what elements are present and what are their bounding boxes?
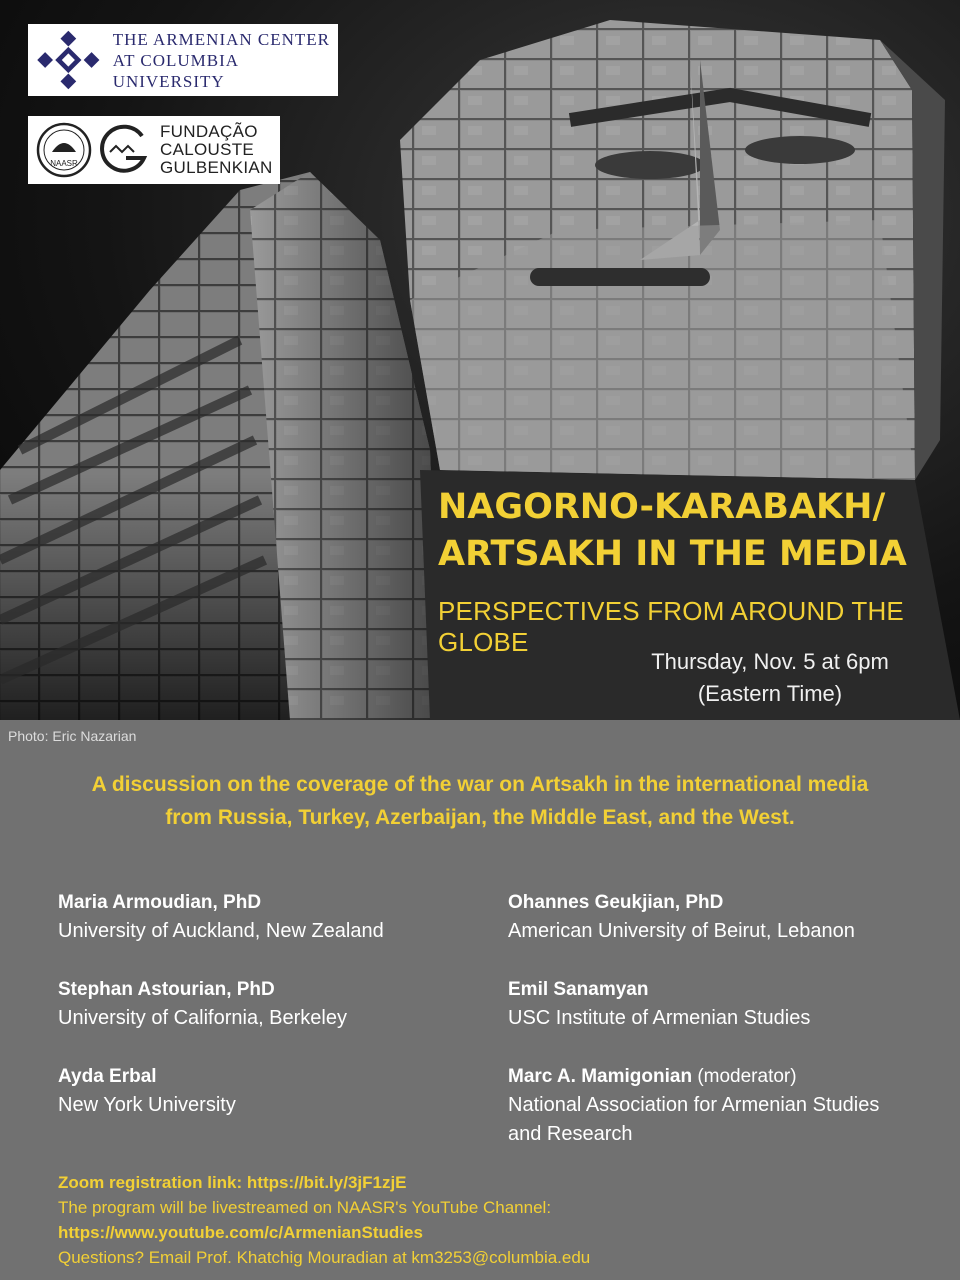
speaker-affiliation: USC Institute of Armenian Studies [508, 1007, 811, 1029]
speaker-name: Emil Sanamyan [508, 979, 649, 1000]
event-date [600, 646, 940, 710]
event-subtitle: PERSPECTIVES FROM AROUND THE GLOBE [438, 596, 904, 657]
speaker-affiliation: University of California, Berkeley [58, 1007, 347, 1029]
moderator-line [508, 1062, 928, 1091]
gulbenkian-line1: FUNDAÇÃO [160, 122, 258, 141]
armenian-center-name-line1: THE ARMENIAN CENTER [112, 29, 331, 49]
gulbenkian-g-icon [94, 122, 152, 178]
speaker-card [508, 975, 928, 1033]
speaker-name: Marc A. Mamigonian [508, 1066, 693, 1087]
speaker-card [508, 1062, 928, 1149]
event-description [40, 768, 920, 834]
speaker-name: Ohannes Geukjian, PhD [508, 892, 724, 913]
event-title-line1: NAGORNO-KARABAKH/ [438, 487, 886, 527]
speaker-card [58, 1062, 478, 1120]
zoom-registration-link[interactable]: Zoom registration link: https://bit.ly/3jF1zjE [58, 1173, 407, 1192]
event-title-line2: ARTSAKH IN THE MEDIA [438, 534, 907, 574]
youtube-channel-link[interactable]: https://www.youtube.com/c/ArmenianStudies [58, 1223, 423, 1242]
naasr-seal-label: NAASR [50, 159, 78, 168]
gulbenkian-line2: CALOUSTE [160, 140, 255, 159]
speaker-name: Stephan Astourian, PhD [58, 979, 275, 1000]
armenian-center-emblem-icon [34, 29, 103, 91]
speaker-affiliation-line1: National Association for Armenian Studies [508, 1094, 880, 1116]
event-date-line1: Thursday, Nov. 5 at 6pm [651, 649, 889, 674]
photo-credit: Photo: Eric Nazarian [8, 728, 137, 744]
speaker-name: Ayda Erbal [58, 1066, 157, 1087]
naasr-seal-icon [34, 122, 94, 178]
speaker-card [58, 888, 478, 946]
gulbenkian-line3: GULBENKIAN [160, 158, 273, 177]
event-description-line1: A discussion on the coverage of the war on Artsakh in the international media [91, 773, 869, 796]
footer-info [58, 1170, 938, 1270]
speaker-affiliation: University of Auckland, New Zealand [58, 920, 384, 942]
speaker-affiliation: American University of Beirut, Lebanon [508, 920, 855, 942]
event-title [438, 484, 907, 578]
speaker-name: Maria Armoudian, PhD [58, 892, 262, 913]
speaker-affiliation-line2: and Research [508, 1123, 633, 1145]
contact-questions: Questions? Email Prof. Khatchig Mouradian at km3253@columbia.edu [58, 1248, 591, 1267]
armenian-center-logo [28, 24, 338, 96]
armenian-center-name-line2: AT COLUMBIA UNIVERSITY [112, 50, 239, 91]
partner-logos [28, 116, 280, 184]
speaker-role: (moderator) [697, 1066, 797, 1087]
event-description-line2: from Russia, Turkey, Azerbaijan, the Middle East, and the West. [165, 806, 795, 829]
speaker-affiliation: New York University [58, 1094, 236, 1116]
event-date-line2: (Eastern Time) [697, 681, 843, 706]
speaker-card [508, 888, 928, 946]
livestream-note: The program will be livestreamed on NAASR's YouTube Channel: [58, 1198, 552, 1217]
speaker-card [58, 975, 478, 1033]
